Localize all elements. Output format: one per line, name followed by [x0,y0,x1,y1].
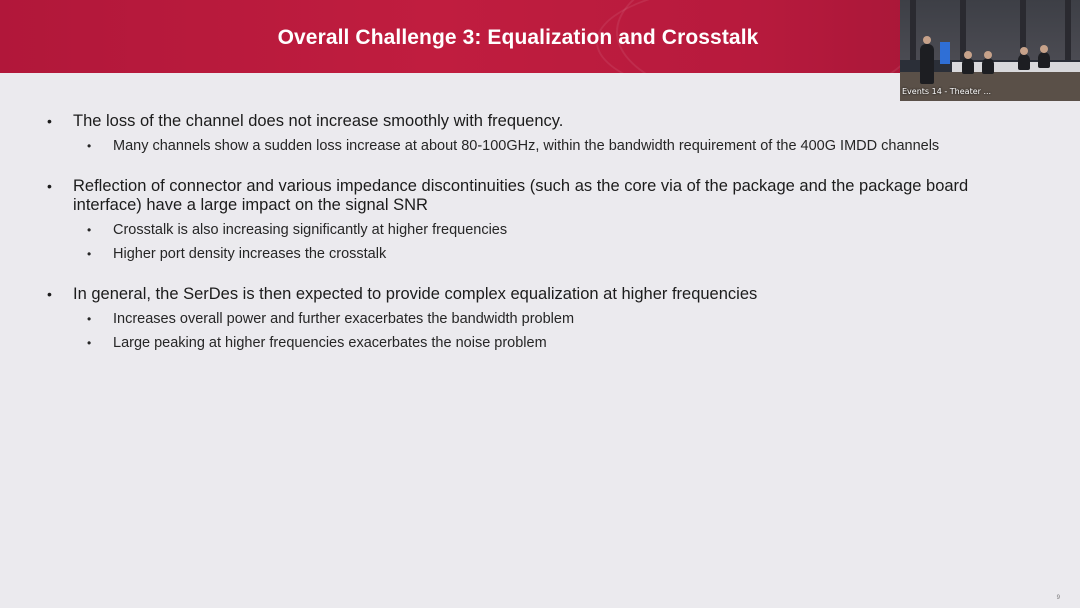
speaker-figure [920,44,934,84]
bullet-text: In general, the SerDes is then expected to provide complex equalization at higher frequencies [73,285,758,303]
bullet-text: Reflection of connector and various impedance discontinuities (such as the core via of the package and the package board interface) have a large impact on the signal SNR [73,177,969,214]
slide-body [47,108,1037,374]
bullet-marker: • [47,286,52,302]
sub-bullet-text: Increases overall power and further exacerbates the bandwidth problem [113,311,575,327]
sub-bullet-text: Many channels show a sudden loss increase at about 80-100GHz, within the bandwidth requirement of the 400G IMDD channels [113,138,940,154]
sub-bullet-item [47,221,1037,239]
page-number: 9 [1056,595,1060,601]
bullet-marker: • [87,312,92,326]
bullet-item [47,177,1037,215]
bullet-text: The loss of the channel does not increase smoothly with frequency. [73,112,564,130]
bullet-group [47,285,1037,352]
panelist-figure [962,58,974,74]
bullet-marker: • [47,113,52,129]
sub-bullet-item [47,245,1037,263]
panelist-figure [982,58,994,74]
sub-bullet-item [47,137,1037,155]
bullet-marker: • [87,223,92,237]
speaker-video-thumbnail[interactable] [900,0,1080,101]
bullet-item [47,285,1037,304]
panelist-figure [1038,52,1050,68]
sub-bullet-item [47,310,1037,328]
bullet-marker: • [87,336,92,350]
sub-bullet-item [47,334,1037,352]
bullet-item [47,112,1037,131]
slide-title: Overall Challenge 3: Equalization and Crosstalk [277,26,759,49]
sub-bullet-text: Large peaking at higher frequencies exacerbates the noise problem [113,335,547,351]
bullet-group [47,112,1037,155]
stage-screen [940,42,950,64]
bullet-group [47,177,1037,263]
bullet-marker: • [87,139,92,153]
sub-bullet-text: Higher port density increases the crosstalk [113,246,387,262]
video-overlay-label: Events 14 - Theater ... [902,87,992,96]
bullet-marker: • [47,178,52,194]
panelist-figure [1018,54,1030,70]
sub-bullet-text: Crosstalk is also increasing significantly at higher frequencies [113,222,508,238]
bullet-marker: • [87,247,92,261]
